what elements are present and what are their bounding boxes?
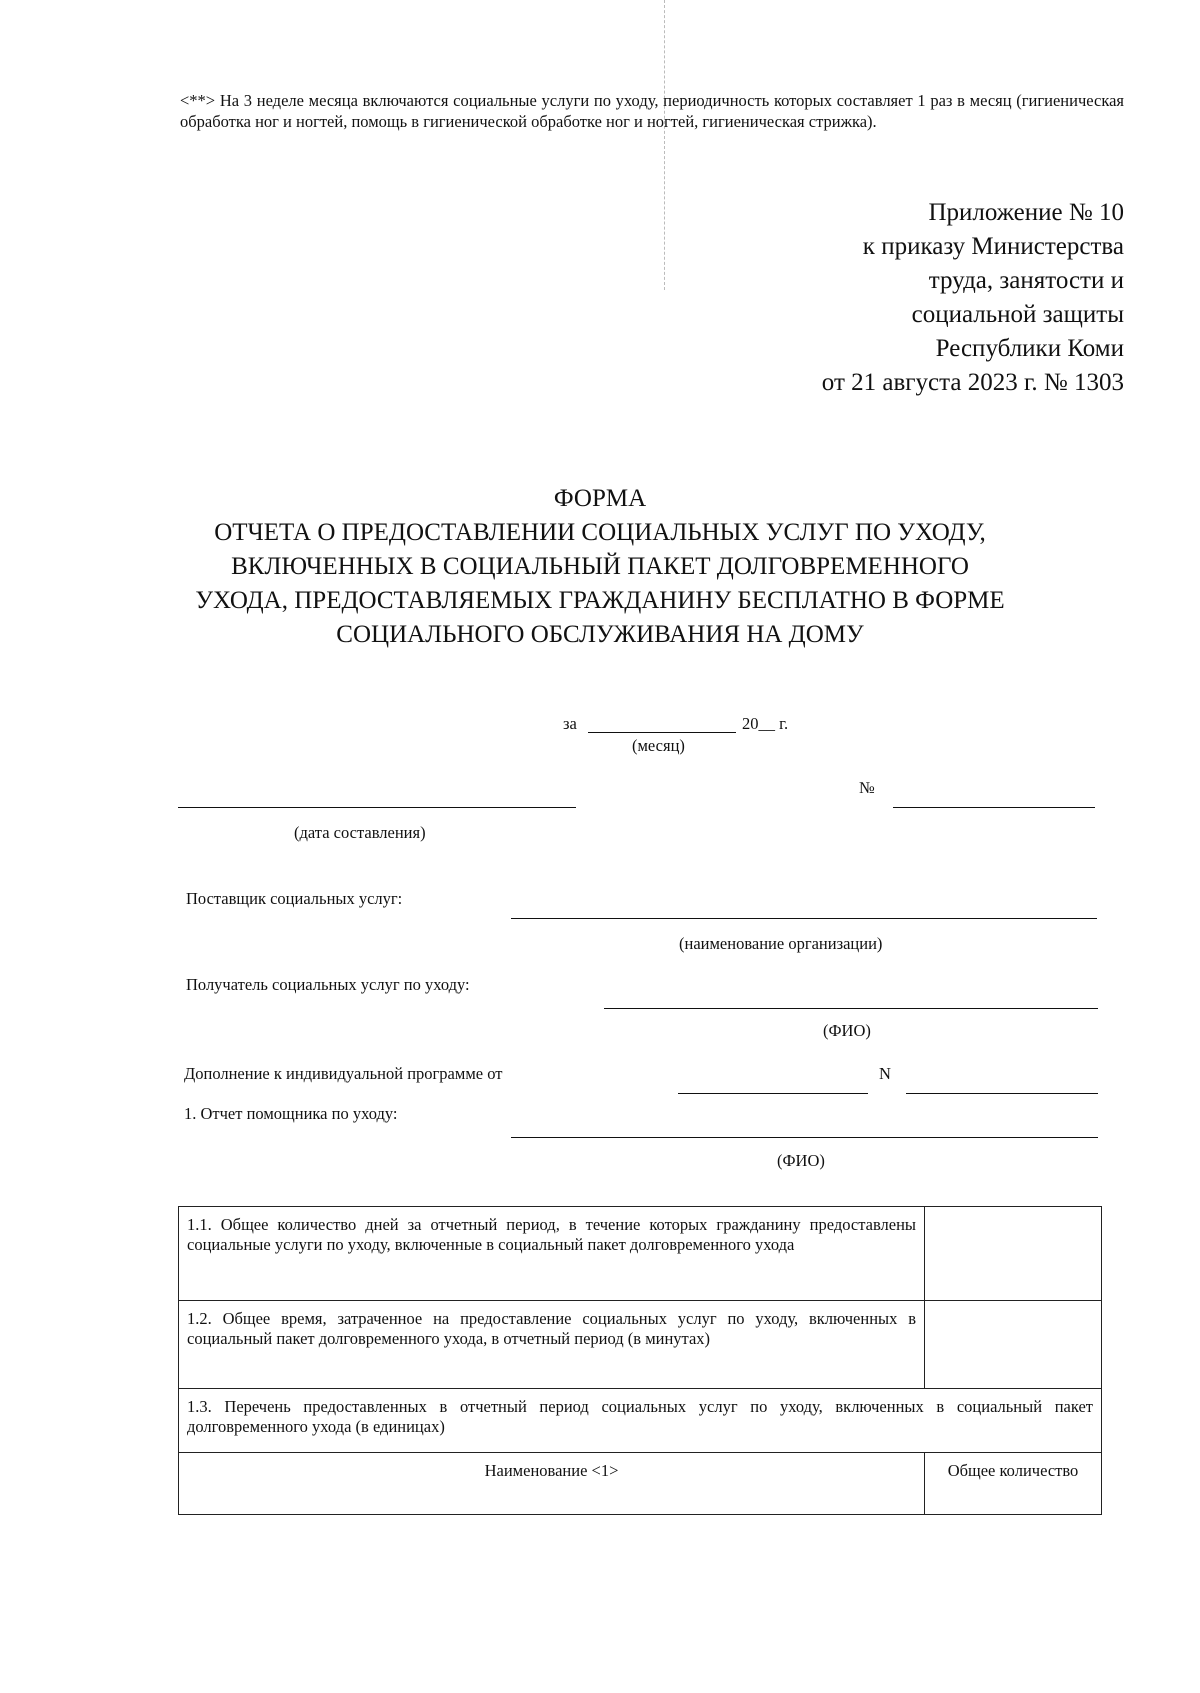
period-prefix: за [563,714,577,733]
scan-fold-line [664,0,665,290]
month-field[interactable] [588,732,736,733]
report-number-field[interactable] [893,807,1095,808]
date-caption: (дата составления) [294,823,426,842]
table-header-row [179,1453,1102,1515]
appendix-line: социальной защиты [911,301,1124,328]
provider-field[interactable] [511,918,1097,919]
provider-caption: (наименование организации) [679,934,883,953]
title-line: ОТЧЕТА О ПРЕДОСТАВЛЕНИИ СОЦИАЛЬНЫХ УСЛУГ ПО УХОДУ, [214,519,986,546]
appendix-line: Приложение № 10 [928,199,1124,226]
supplement-label: Дополнение к индивидуальной программе от [184,1064,503,1083]
supplement-number-field[interactable] [906,1093,1098,1094]
title-line: УХОДА, ПРЕДОСТАВЛЯЕМЫХ ГРАЖДАНИНУ БЕСПЛАТНО В ФОРМЕ [195,587,1005,614]
recipient-field[interactable] [604,1008,1098,1009]
row-1-3-label: 1.3. Перечень предоставленных в отчетный период социальных услуг по уходу, включенных в социальный пакет долговременного ухода (в единицах) [179,1389,1102,1453]
table-row [179,1301,1102,1389]
appendix-line: от 21 августа 2023 г. № 1303 [821,369,1124,396]
supplement-n: N [879,1064,891,1083]
row-1-1-label: 1.1. Общее количество дней за отчетный период, в течение которых гражданину предоставлены социальные услуги по уходу, включенные в социальный пакет долговременного ухода [179,1207,925,1301]
title-line: СОЦИАЛЬНОГО ОБСЛУЖИВАНИЯ НА ДОМУ [336,621,864,648]
form-title [150,482,1050,652]
assistant-label: 1. Отчет помощника по уходу: [184,1104,398,1123]
footnote: <**> На 3 неделе месяца включаются социальные услуги по уходу, периодичность которых составляет 1 раз в месяц (гигиеническая обработка ног и ногтей, помощь в гигиенической обработке ног и ногтей, гигиеническая стрижка). [180,91,1124,131]
recipient-label: Получатель социальных услуг по уходу: [186,975,470,994]
row-1-1-value[interactable] [925,1207,1102,1301]
title-line: ФОРМА [553,485,647,512]
row-1-2-label: 1.2. Общее время, затраченное на предоставление социальных услуг по уходу, включенных в социальный пакет долговременного ухода, в отчетный период (в минутах) [179,1301,925,1389]
assistant-caption: (ФИО) [777,1151,825,1170]
table-row [179,1207,1102,1301]
date-field[interactable] [178,807,576,808]
col-name-header: Наименование <1> [179,1453,925,1515]
col-total-header: Общее количество [925,1453,1102,1515]
appendix-line: Республики Коми [935,335,1124,362]
month-caption: (месяц) [632,736,685,755]
appendix-line: к приказу Министерства [862,233,1124,260]
row-1-2-value[interactable] [925,1301,1102,1389]
provider-label: Поставщик социальных услуг: [186,889,403,908]
assistant-field[interactable] [511,1137,1098,1138]
period-year: 20__ г. [742,714,789,733]
table-row [179,1389,1102,1453]
appendix-header [822,196,1124,400]
title-line: ВКЛЮЧЕННЫХ В СОЦИАЛЬНЫЙ ПАКЕТ ДОЛГОВРЕМЕННОГО [231,553,969,580]
supplement-date-field[interactable] [678,1093,868,1094]
report-table [178,1206,1102,1515]
appendix-line: труда, занятости и [928,267,1124,294]
recipient-caption: (ФИО) [823,1021,871,1040]
number-sign: № [859,778,875,797]
